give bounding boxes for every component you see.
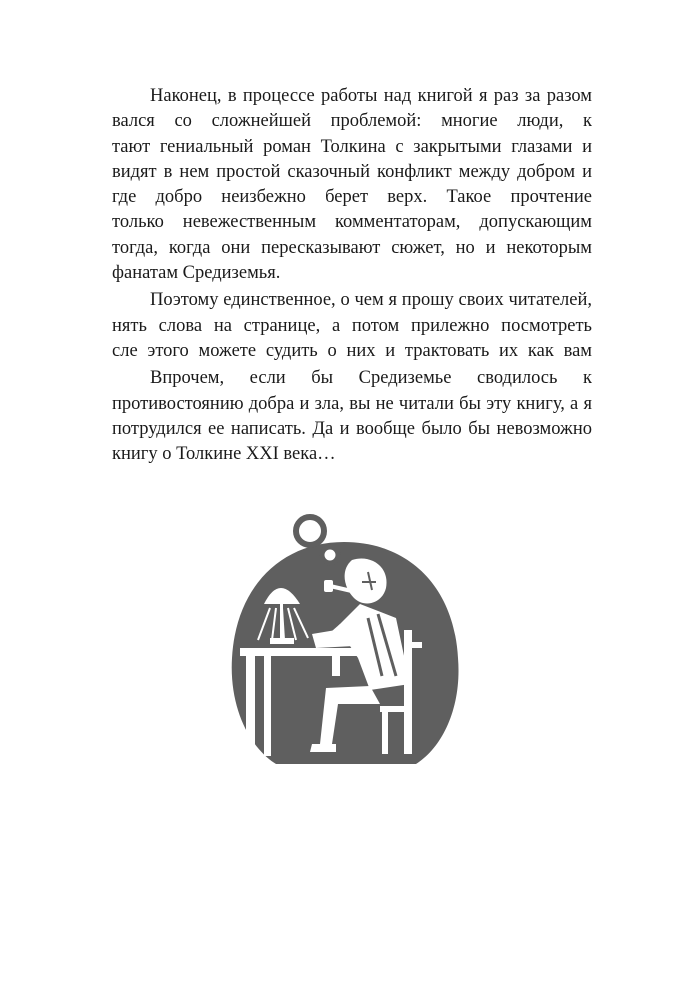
text-line: тогда, когда они пересказывают сюжет, но и некоторым [112,237,592,258]
paragraph-2 [112,288,592,364]
text-line: только невежественным комментаторам, допускающим [112,212,592,233]
body-text [112,84,592,467]
text-line: где добро неизбежно берет верх. Такое прочтение [112,187,592,208]
text-line: вался со сложнейшей проблемой: многие люди, к [112,111,592,132]
text-line: Впрочем, если бы Средиземье сводилось к [150,368,592,389]
text-line: тают гениальный роман Толкина с закрытыми глазами и [112,136,592,157]
writer-at-desk-woodcut-icon [220,508,468,770]
text-line: фанатам Средиземья. [112,263,281,284]
text-line: Наконец, в процессе работы над книгой я раз за разом [150,86,592,106]
text-line: противостоянию добра и зла, вы не читали бы эту книгу, а я [112,393,592,414]
text-line: видят в нем простой сказочный конфликт между добром и [112,161,592,182]
text-line: потрудился ее написать. Да и вообще было бы невозможно [112,418,592,439]
paragraph-3 [112,366,592,467]
paragraph-1 [112,84,592,286]
text-line: Поэтому единственное, о чем я прошу своих читателей, [150,290,592,311]
text-line: нять слова на странице, а потом прилежно посмотреть [112,315,592,336]
text-line: книгу о Толкине XXI века… [112,444,336,465]
text-line: сле этого можете судить о них и трактовать их как вам [112,340,592,361]
